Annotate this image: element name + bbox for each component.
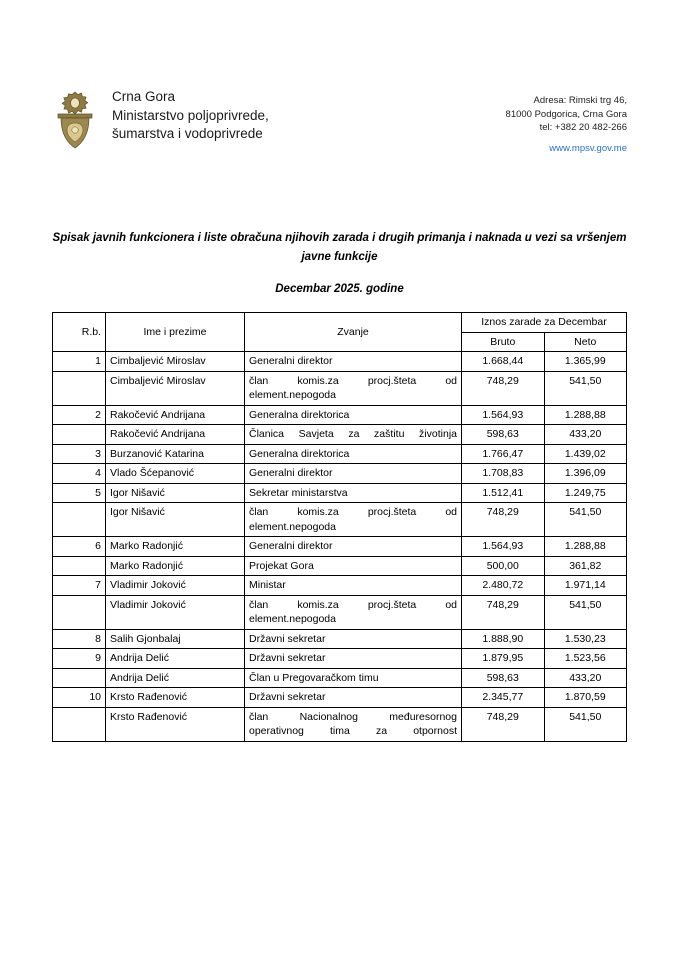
cell-name: Rakočević Andrijana — [106, 405, 245, 425]
table-row — [53, 649, 627, 669]
header-neto: Neto — [544, 332, 627, 352]
cell-rb: 6 — [53, 537, 106, 557]
header-bruto: Bruto — [462, 332, 545, 352]
cell-bruto: 1.564,93 — [462, 537, 545, 557]
table-row — [53, 464, 627, 484]
org-line-1: Crna Gora — [112, 89, 176, 104]
table-row — [53, 707, 627, 741]
document-title: Spisak javnih funkcionera i liste obračuna njihovih zarada i drugih primanja i naknada u vezi sa vršenjem javne funkcije — [52, 232, 627, 263]
cell-bruto: 500,00 — [462, 556, 545, 576]
cell-name: Marko Radonjić — [106, 537, 245, 557]
address-line-1: Adresa: Rimski trg 46, — [533, 95, 627, 106]
cell-bruto: 1.708,83 — [462, 464, 545, 484]
table-row — [53, 629, 627, 649]
cell-name: Salih Gjonbalaj — [106, 629, 245, 649]
cell-position: Članica Savjeta za zaštitu životinja — [245, 425, 462, 445]
table-row — [53, 668, 627, 688]
cell-bruto: 748,29 — [462, 707, 545, 741]
phone-line: tel: +382 20 482-266 — [539, 122, 627, 133]
cell-bruto: 2.480,72 — [462, 576, 545, 596]
cell-bruto: 1.766,47 — [462, 444, 545, 464]
cell-rb — [53, 425, 106, 445]
table-body — [53, 352, 627, 742]
table-row — [53, 537, 627, 557]
cell-position: član Nacionalnog međuresornog operativnog tima za otpornost — [245, 707, 462, 741]
cell-bruto: 748,29 — [462, 595, 545, 629]
table-row — [53, 444, 627, 464]
cell-rb — [53, 668, 106, 688]
cell-neto: 433,20 — [544, 668, 627, 688]
header-position: Zvanje — [245, 313, 462, 352]
cell-neto: 1.971,14 — [544, 576, 627, 596]
cell-neto: 1.288,88 — [544, 537, 627, 557]
table-row — [53, 405, 627, 425]
cell-bruto: 598,63 — [462, 668, 545, 688]
table-row — [53, 425, 627, 445]
cell-neto: 541,50 — [544, 371, 627, 405]
cell-name: Rakočević Andrijana — [106, 425, 245, 445]
title-block — [0, 229, 679, 295]
cell-position: Generalni direktor — [245, 352, 462, 372]
cell-bruto: 748,29 — [462, 371, 545, 405]
cell-neto: 1.439,02 — [544, 444, 627, 464]
cell-rb: 10 — [53, 688, 106, 708]
org-line-2: Ministarstvo poljoprivrede, — [112, 107, 269, 123]
cell-name: Vladimir Joković — [106, 595, 245, 629]
cell-neto: 541,50 — [544, 595, 627, 629]
cell-position: Državni sekretar — [245, 649, 462, 669]
table-header-row-1 — [53, 313, 627, 333]
cell-neto: 1.288,88 — [544, 405, 627, 425]
cell-position: Državni sekretar — [245, 688, 462, 708]
salary-table — [52, 312, 627, 742]
cell-position: član komis.za procj.šteta od element.nepogoda — [245, 503, 462, 537]
header-amount-group: Iznos zarade za Decembar — [462, 313, 627, 333]
cell-rb: 1 — [53, 352, 106, 372]
table-row — [53, 483, 627, 503]
montenegro-coat-of-arms-icon — [52, 90, 98, 150]
cell-rb: 9 — [53, 649, 106, 669]
cell-bruto: 1.512,41 — [462, 483, 545, 503]
cell-rb: 7 — [53, 576, 106, 596]
cell-bruto: 2.345,77 — [462, 688, 545, 708]
cell-neto: 1.396,09 — [544, 464, 627, 484]
cell-neto: 1.870,59 — [544, 688, 627, 708]
organization-name — [112, 88, 269, 144]
cell-neto: 361,82 — [544, 556, 627, 576]
cell-bruto: 1.564,93 — [462, 405, 545, 425]
cell-bruto: 748,29 — [462, 503, 545, 537]
cell-neto: 541,50 — [544, 707, 627, 741]
cell-neto: 1.530,23 — [544, 629, 627, 649]
table-header — [53, 313, 627, 352]
cell-rb: 2 — [53, 405, 106, 425]
cell-position: Ministar — [245, 576, 462, 596]
cell-rb: 5 — [53, 483, 106, 503]
cell-name: Cimbaljević Miroslav — [106, 371, 245, 405]
org-line-3: šumarstva i vodoprivrede — [112, 126, 263, 141]
cell-position: Generalna direktorica — [245, 444, 462, 464]
cell-position: član komis.za procj.šteta od element.nepogoda — [245, 595, 462, 629]
cell-neto: 1.523,56 — [544, 649, 627, 669]
cell-rb — [53, 503, 106, 537]
website-link[interactable]: www.mpsv.gov.me — [549, 142, 627, 154]
header-identity — [52, 88, 269, 150]
cell-name: Burzanović Katarina — [106, 444, 245, 464]
cell-name: Igor Nišavić — [106, 503, 245, 537]
cell-position: Državni sekretar — [245, 629, 462, 649]
header-contact — [506, 88, 627, 155]
cell-bruto: 598,63 — [462, 425, 545, 445]
cell-position: Generalni direktor — [245, 537, 462, 557]
table-row — [53, 503, 627, 537]
cell-position: Projekat Gora — [245, 556, 462, 576]
table-row — [53, 352, 627, 372]
cell-rb: 3 — [53, 444, 106, 464]
table-row — [53, 595, 627, 629]
cell-rb — [53, 595, 106, 629]
cell-position: Generalna direktorica — [245, 405, 462, 425]
table-row — [53, 371, 627, 405]
cell-name: Marko Radonjić — [106, 556, 245, 576]
document-period: Decembar 2025. godine — [275, 283, 404, 295]
cell-rb: 8 — [53, 629, 106, 649]
table-row — [53, 688, 627, 708]
cell-rb — [53, 371, 106, 405]
cell-name: Krsto Rađenović — [106, 688, 245, 708]
cell-name: Vlado Šćepanović — [106, 464, 245, 484]
cell-rb: 4 — [53, 464, 106, 484]
cell-name: Andrija Delić — [106, 668, 245, 688]
header-rb: R.b. — [53, 313, 106, 352]
cell-neto: 541,50 — [544, 503, 627, 537]
cell-position: član komis.za procj.šteta od element.nepogoda — [245, 371, 462, 405]
cell-rb — [53, 707, 106, 741]
cell-name: Vladimir Joković — [106, 576, 245, 596]
table-row — [53, 576, 627, 596]
cell-neto: 1.249,75 — [544, 483, 627, 503]
header-name: Ime i prezime — [106, 313, 245, 352]
cell-position: Generalni direktor — [245, 464, 462, 484]
cell-name: Andrija Delić — [106, 649, 245, 669]
address-line-2: 81000 Podgorica, Crna Gora — [505, 108, 627, 120]
table-row — [53, 556, 627, 576]
cell-position: Sekretar ministarstva — [245, 483, 462, 503]
cell-name: Igor Nišavić — [106, 483, 245, 503]
cell-neto: 1.365,99 — [544, 352, 627, 372]
cell-bruto: 1.879,95 — [462, 649, 545, 669]
cell-neto: 433,20 — [544, 425, 627, 445]
cell-name: Krsto Rađenović — [106, 707, 245, 741]
cell-name: Cimbaljević Miroslav — [106, 352, 245, 372]
cell-rb — [53, 556, 106, 576]
cell-bruto: 1.668,44 — [462, 352, 545, 372]
cell-position: Član u Pregovaračkom timu — [245, 668, 462, 688]
salary-table-wrapper — [52, 312, 627, 742]
document-header — [0, 0, 679, 155]
cell-bruto: 1.888,90 — [462, 629, 545, 649]
